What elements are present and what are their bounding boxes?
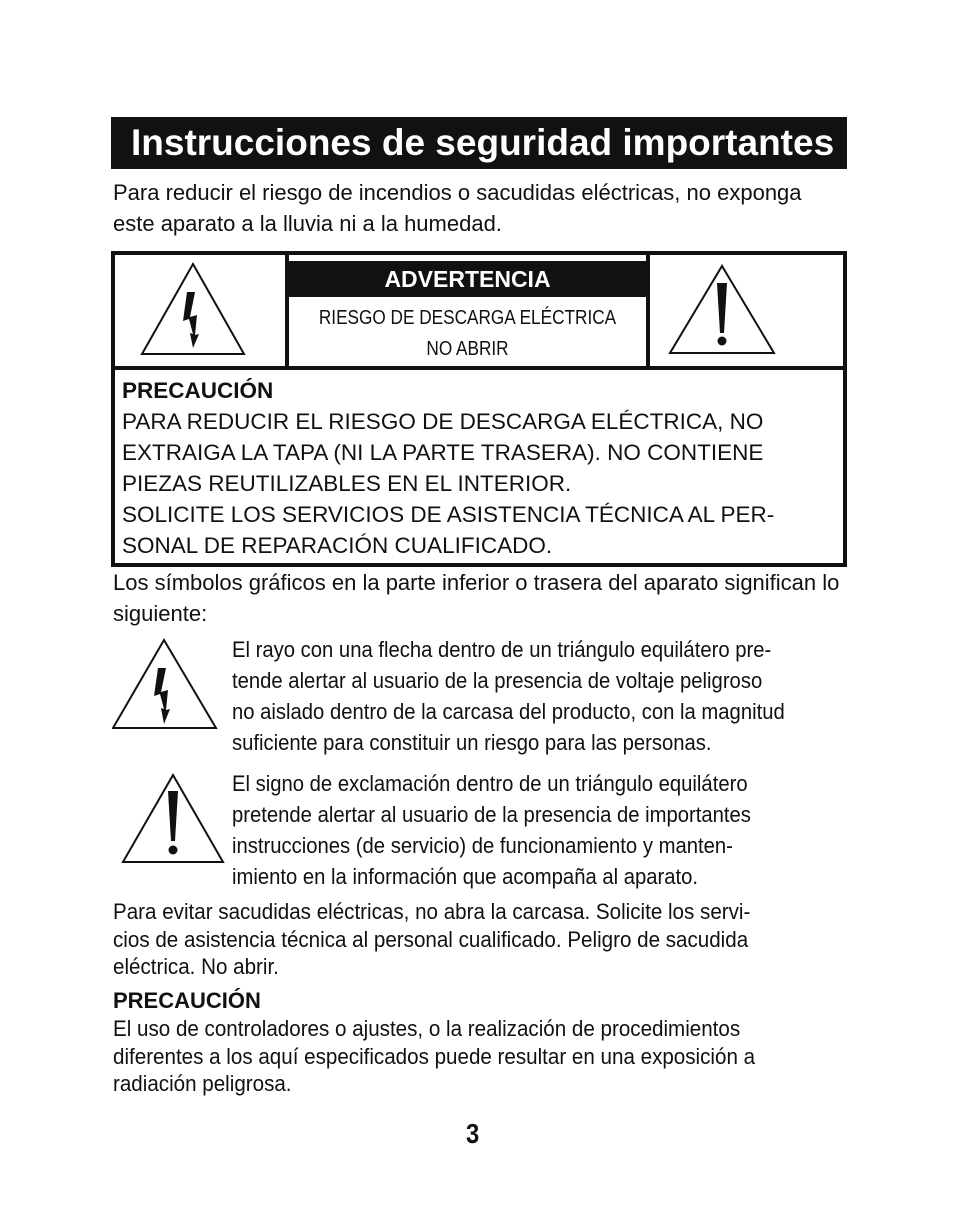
shock-risk-line-1: RIESGO DE DESCARGA ELÉCTRICA — [318, 307, 617, 329]
caution-line: PIEZAS REUTILIZABLES EN EL INTERIOR. — [122, 471, 572, 496]
description-line: suficiente para constituir un riesgo para las personas. — [232, 730, 712, 755]
description-line: no aislado dentro de la carcasa del producto, con la magnitud — [232, 699, 785, 724]
description-line: El signo de exclamación dentro de un triángulo equilátero — [232, 771, 748, 796]
caution-line: SOLICITE LOS SERVICIOS DE ASISTENCIA TÉCNICA AL PER- — [122, 502, 775, 527]
paragraph-line: radiación peligrosa. — [113, 1071, 292, 1096]
warning-label-cell — [285, 255, 650, 366]
warning-box — [111, 251, 847, 567]
description-line: instrucciones (de servicio) de funcionamiento y manten- — [232, 833, 733, 858]
paragraph-line: diferentes a los aquí especificados puede resultar en una exposición a — [113, 1043, 756, 1069]
paragraph-line: eléctrica. No abrir. — [113, 954, 279, 979]
caution-paragraph-2 — [113, 1015, 845, 1098]
lightning-symbol-description — [232, 634, 808, 758]
advertencia-header: ADVERTENCIA — [289, 261, 646, 297]
caution-line: EXTRAIGA LA TAPA (NI LA PARTE TRASERA). NO CONTIENE — [122, 440, 764, 465]
caution-line: SONAL DE REPARACIÓN CUALIFICADO. — [122, 533, 553, 558]
page-number: 3 — [466, 1118, 480, 1149]
avoid-shock-paragraph — [113, 898, 845, 981]
caution-heading-2: PRECAUCIÓN — [113, 988, 261, 1013]
exclamation-triangle-icon — [650, 255, 843, 366]
paragraph-line: El uso de controladores o ajustes, o la realización de procedimientos — [113, 1016, 741, 1041]
caution-line: PARA REDUCIR EL RIESGO DE DESCARGA ELÉCTRICA, NO — [122, 409, 764, 434]
description-line: tende alertar al usuario de la presencia de voltaje peligroso — [232, 668, 763, 693]
symbols-intro: Los símbolos gráficos en la parte inferior o trasera del aparato significan lo siguiente: — [113, 570, 840, 626]
warning-header-row — [115, 255, 843, 370]
lightning-triangle-icon — [112, 636, 220, 737]
caution-heading: PRECAUCIÓN — [122, 378, 274, 403]
description-line: imiento en la información que acompaña al aparato. — [232, 864, 699, 889]
description-line: pretende alertar al usuario de la presencia de importantes — [232, 802, 751, 827]
paragraph-line: Para evitar sacudidas eléctricas, no abra la carcasa. Solicite los servi- — [113, 899, 751, 924]
paragraph-line: cios de asistencia técnica al personal cualificado. Peligro de sacudida — [113, 926, 749, 952]
shock-risk-line-2: NO ABRIR — [426, 338, 509, 360]
shock-risk-text — [314, 303, 621, 365]
exclamation-triangle-icon — [120, 771, 228, 872]
page-title: Instrucciones de seguridad importantes — [111, 117, 847, 169]
lightning-triangle-icon — [115, 255, 285, 366]
description-line: El rayo con una flecha dentro de un triángulo equilátero pre- — [232, 637, 772, 662]
intro-paragraph: Para reducir el riesgo de incendios o sacudidas eléctricas, no exponga este aparato a la lluvia ni a la humedad. — [113, 180, 802, 236]
exclamation-symbol-description — [232, 768, 808, 892]
caution-section — [122, 375, 837, 561]
